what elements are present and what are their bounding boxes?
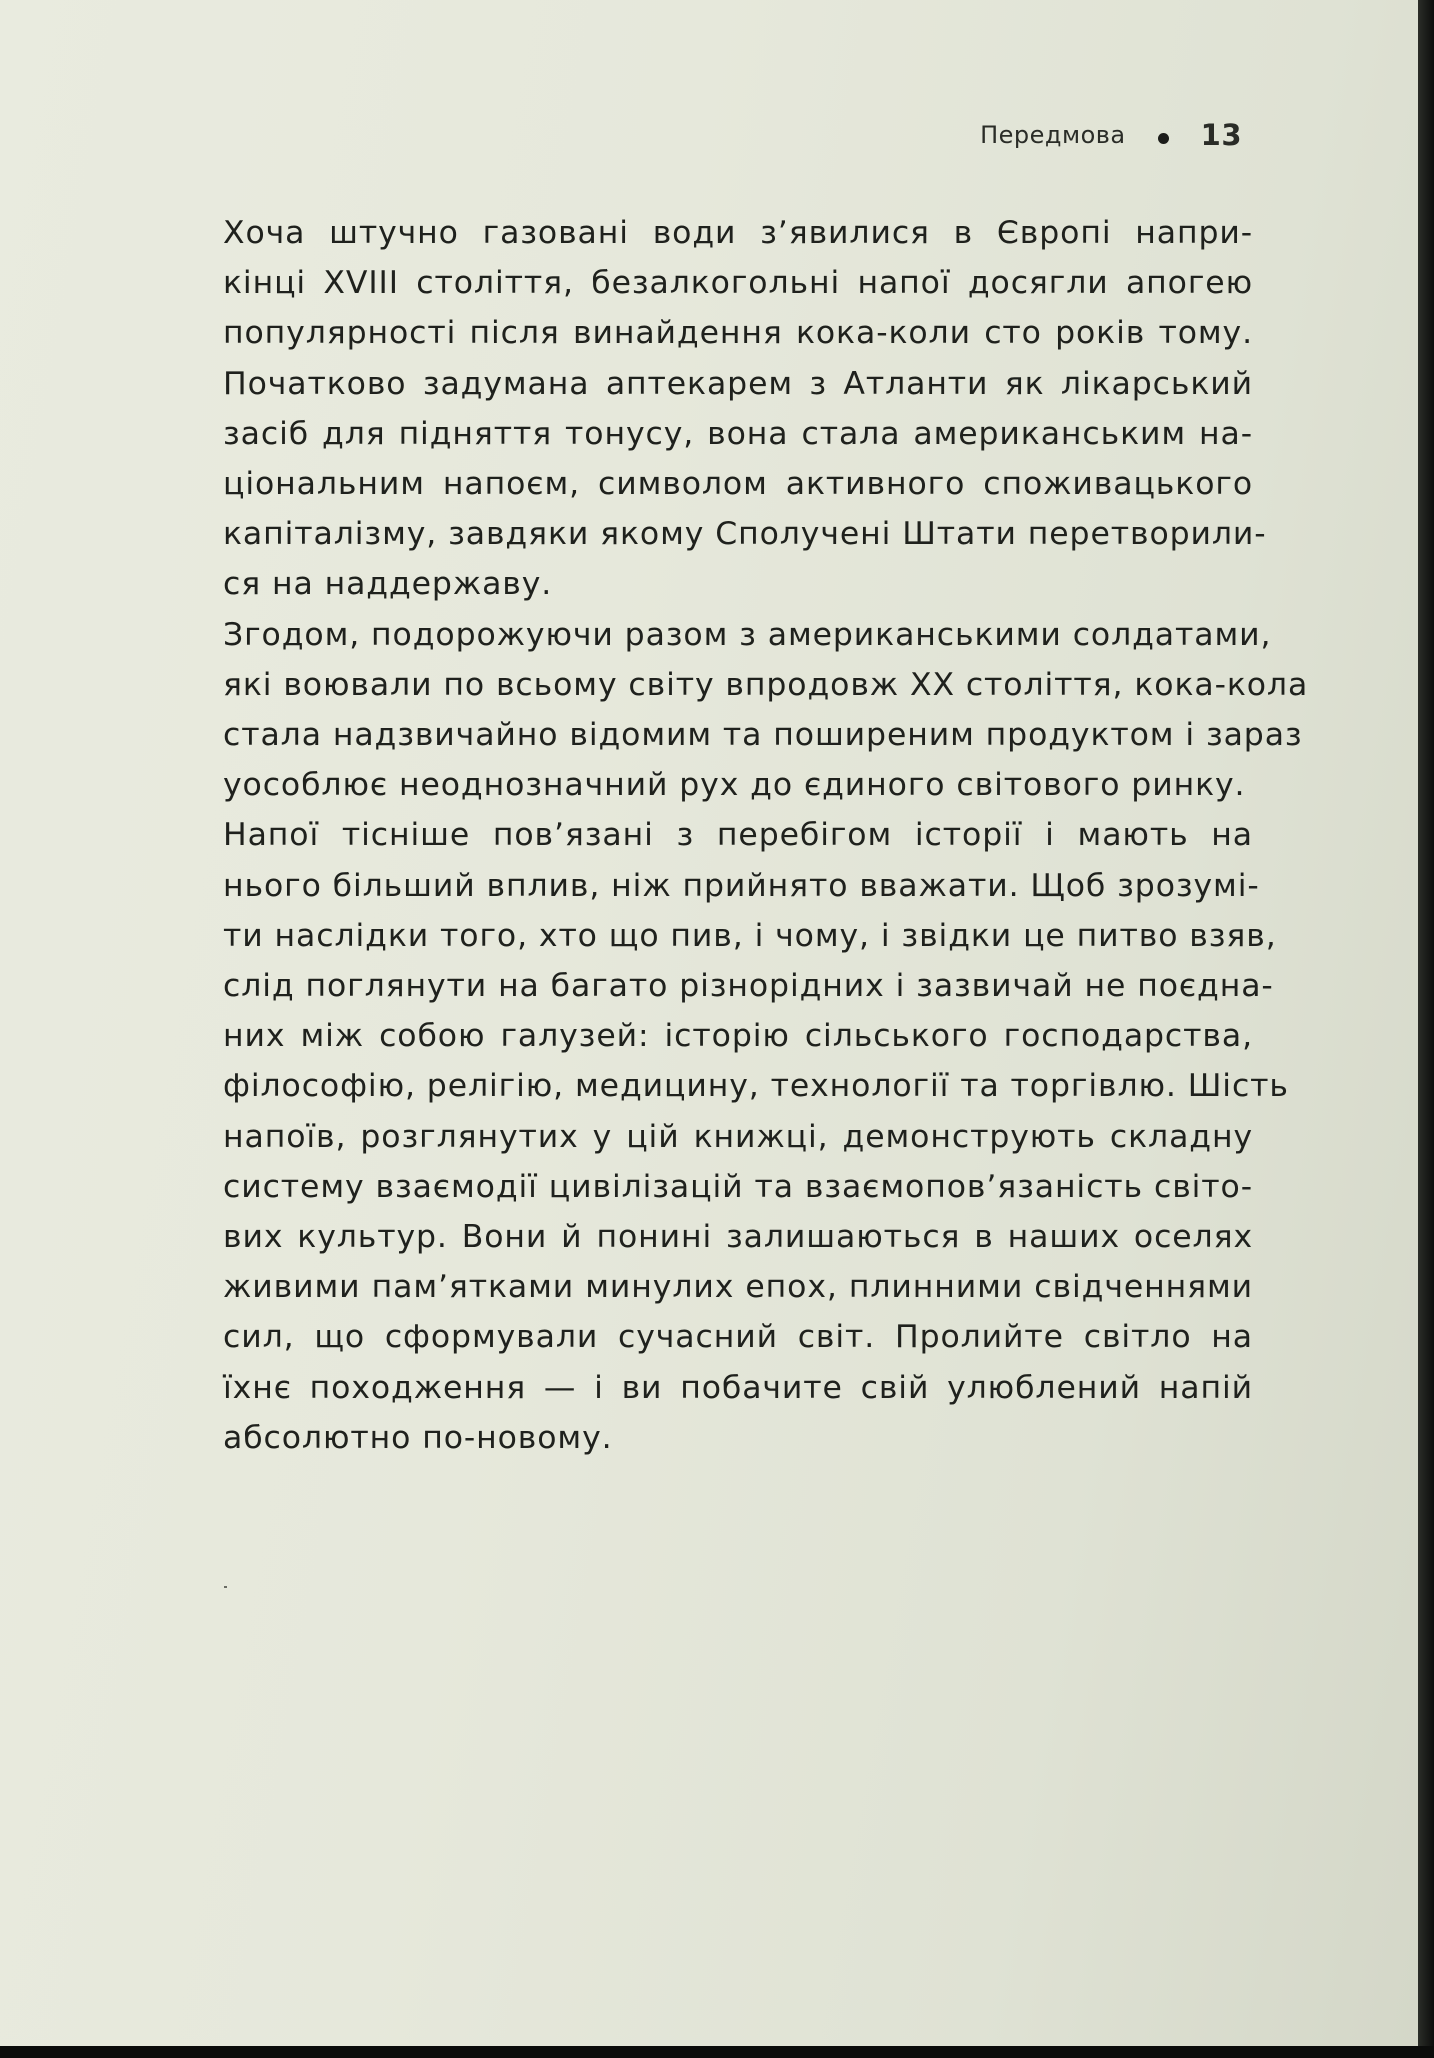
text-line: вих культур. Вони й понині залишаються в наших оселях <box>223 1219 1253 1256</box>
section-title: Передмова <box>980 121 1126 149</box>
text-line: кінці XVIII століття, безалкогольні напої досягли апогею <box>223 265 1253 302</box>
page-edge-shadow <box>1418 0 1434 2058</box>
body-text <box>173 208 1309 1463</box>
text-line: стала надзвичайно відомим та поширеним продуктом і зараз <box>223 717 1303 754</box>
text-line: капіталізму, завдяки якому Сполучені Штати перетворили- <box>223 516 1267 553</box>
text-line: уособлює неоднозначний рух до єдиного світового ринку. <box>223 767 1246 804</box>
text-line: сил, що сформували сучасний світ. Пролийте світло на <box>223 1319 1253 1356</box>
print-speck <box>224 1586 227 1588</box>
text-line: ти наслідки того, хто що пив, і чому, і звідки це питво взяв, <box>223 917 1277 954</box>
text-line: систему взаємодії цивілізацій та взаємопов’язаність світо- <box>223 1168 1253 1205</box>
text-line: них між собою галузей: історію сільського господарства, <box>223 1018 1253 1055</box>
text-line: живими пам’ятками минулих епох, плинними свідченнями <box>223 1269 1253 1306</box>
page-number: 13 <box>1200 118 1242 152</box>
paragraph-3 <box>173 810 1289 1463</box>
text-line: ся на наддержаву. <box>223 566 553 603</box>
text-line: абсолютно по-новому. <box>223 1419 613 1456</box>
text-line: напоїв, розглянутих у цій книжці, демонструють складну <box>223 1118 1253 1155</box>
bottom-edge-shadow <box>0 2046 1434 2058</box>
paragraph-1 <box>173 208 1267 610</box>
text-line: засіб для підняття тонусу, вона стала американським на- <box>223 415 1253 452</box>
text-line: Початково задумана аптекарем з Атланти як лікарський <box>223 365 1253 402</box>
text-line: їхнє походження — і ви побачите свій улюблений напій <box>223 1369 1253 1406</box>
text-line: ціональним напоєм, символом активного споживацького <box>223 466 1253 503</box>
text-line: популярності після винайдення кока-коли сто років тому. <box>223 315 1253 352</box>
bullet-separator-icon <box>1158 133 1169 144</box>
text-line: Хоча штучно газовані води з’явилися в Європі напри- <box>223 215 1253 251</box>
paragraph-2 <box>173 610 1309 811</box>
text-line: слід поглянути на багато різнорідних і зазвичай не поєдна- <box>223 968 1274 1005</box>
text-line: філософію, релігію, медицину, технології та торгівлю. Шість <box>223 1068 1289 1105</box>
text-line: нього більший вплив, ніж прийнято вважати. Щоб зрозумі- <box>223 867 1260 904</box>
text-line: які воювали по всьому світу впродовж XX століття, кока-кола <box>223 666 1309 703</box>
text-line: Напої тісніше пов’язані з перебігом історії і мають на <box>223 817 1253 854</box>
running-header <box>980 118 1242 152</box>
text-line: Згодом, подорожуючи разом з американськими солдатами, <box>223 616 1272 653</box>
